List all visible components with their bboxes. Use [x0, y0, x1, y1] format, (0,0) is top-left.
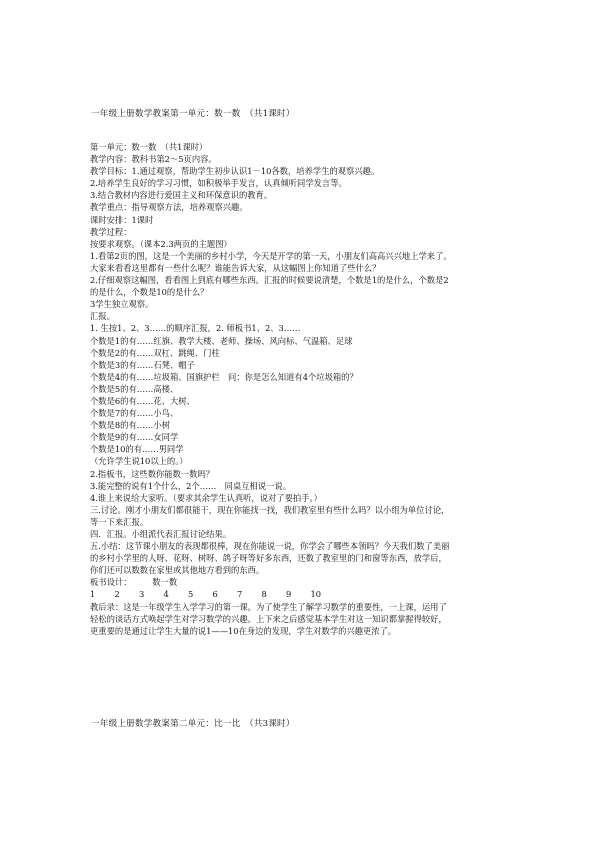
- lesson-heading-unit-1: 一年级上册数学教案第一单元：数一数 （共1课时）: [91, 109, 295, 119]
- lesson-heading-unit-2: 一年级上册数学教案第二单元：比一比 （共3课时）: [91, 719, 295, 729]
- number-cell: 2: [114, 589, 120, 600]
- text-line: 个数是8的有……小树: [90, 420, 170, 431]
- number-cell: 1: [90, 589, 96, 600]
- afterword-line: 更重要的是通过让学生大量的说1——10在身边的发现，学生对数学的兴趣更浓了。: [90, 625, 397, 636]
- afterword-line: 轻松的谈话方式唤起学生对学习数学的兴趣。上下来之后感觉基本学生对这一知识都掌握得较好，: [90, 613, 447, 624]
- number-cell: 8: [261, 589, 267, 600]
- text-line: 等一下来汇报。: [90, 516, 149, 527]
- text-line: 你们还可以数数在家里或其他地方看到的东西。: [90, 565, 265, 576]
- text-line: 五.小结：这节课小朋友的表现都很棒，现在你能说一说，你学会了哪些本领吗？今天我们数了美丽: [90, 541, 450, 552]
- text-line: 4.谁上来说给大家听。（要求其余学生认真听，说对了要拍手。）: [90, 492, 322, 503]
- text-line: 3.能完整的说有1个什么，2个…… 同桌互相说一说。: [90, 480, 292, 491]
- text-line: 大家来看看这里都有一些什么呢？谁能告诉大家，从这幅图上你知道了些什么？: [90, 262, 381, 273]
- afterword-line: 教后录：这是一年级学生入学学习的第一课。为了使学生了解学习数学的重要性，一上课，运用了: [90, 601, 447, 612]
- text-line: 1.看第2页的图，这是一个美丽的乡村小学，今天是开学的第一天，小朋友们高高兴兴地上学来了。: [90, 250, 452, 261]
- text-line: 2.培养学生良好的学习习惯，如积极举手发言，认真倾听同学发言等。: [90, 178, 347, 189]
- number-cell: 9: [286, 589, 292, 600]
- number-row: [90, 588, 525, 600]
- text-line: 教学目标：1.通过观察，帮助学生初步认识1－10各数，培养学生的观察兴趣。: [90, 166, 380, 177]
- number-cell: 4: [163, 589, 169, 600]
- number-cell: 10: [310, 589, 322, 600]
- text-line: 个数是7的有……小鸟、: [90, 408, 179, 419]
- text-line: 3.结合教材内容进行爱国主义和环保意识的教育。: [90, 190, 273, 201]
- lesson-body: [90, 141, 525, 637]
- text-line: 课时安排：1课时: [90, 214, 154, 225]
- text-line: 教学内容：教科书第2～5页内容。: [90, 154, 217, 165]
- number-cell: 3: [139, 589, 145, 600]
- text-line: 三.讨论。刚才小朋友们都很能干，现在你能找一找，我们教室里有些什么吗？以小组为单位讨论，: [90, 504, 450, 515]
- text-line: 3学生独立观察。: [90, 299, 154, 310]
- text-line: 个数是1的有……红旗、教学大楼、老师、操场、风向标、气温箱、足球: [90, 335, 353, 346]
- text-line: （允许学生说10以上的。）: [90, 456, 188, 467]
- text-line: 个数是9的有……女同学: [90, 432, 179, 443]
- text-line: 个数是3的有……石凳、帽子: [90, 359, 195, 370]
- text-line: 汇报。: [90, 311, 115, 322]
- text-line: 个数是6的有……花、大树、: [90, 395, 195, 406]
- text-line: 个数是5的有……高楼、: [90, 383, 179, 394]
- number-cell: 7: [237, 589, 243, 600]
- text-line: 个数是2的有……双杠、跳绳、门柱: [90, 347, 220, 358]
- number-cell: 6: [212, 589, 218, 600]
- text-line: 2.指板书，这些数你能数一数吗？: [90, 468, 215, 479]
- text-line: 个数是10的有……男同学: [90, 444, 184, 455]
- text-line: 按要求观察。（课本2.3两页的主题图）: [90, 238, 232, 249]
- text-line: 第一单元：数一数 （共1课时）: [90, 142, 208, 152]
- text-line: 的乡村小学里的人呀、花呀、树呀、鸽子呀等好多东西，还数了教室里的门和窗等东西，放学后，: [90, 553, 447, 564]
- text-line: 的是什么，个数是10的是什么？: [90, 287, 209, 298]
- text-line: 四．汇报。小组派代表汇报讨论结果。: [90, 529, 232, 539]
- text-line: 2.仔细观察这幅图，看看图上到底有哪些东西。汇报的时候要说清楚，个数是1的是什么，个数是2: [90, 275, 449, 286]
- text-line: 板书设计： 数一数: [90, 577, 178, 588]
- text-line: 个数是4的有……垃圾箱、国旗护栏 问：你是怎么知道有4个垃圾箱的？: [90, 371, 358, 382]
- text-line: 教学重点：指导观察方法，培养观察兴趣。: [90, 202, 248, 213]
- text-line: 教学过程：: [90, 226, 132, 237]
- number-cell: 5: [188, 589, 194, 600]
- text-line: 1. 生按1、2、3……的顺序汇报，2. 师板书1、2、3……: [90, 323, 301, 334]
